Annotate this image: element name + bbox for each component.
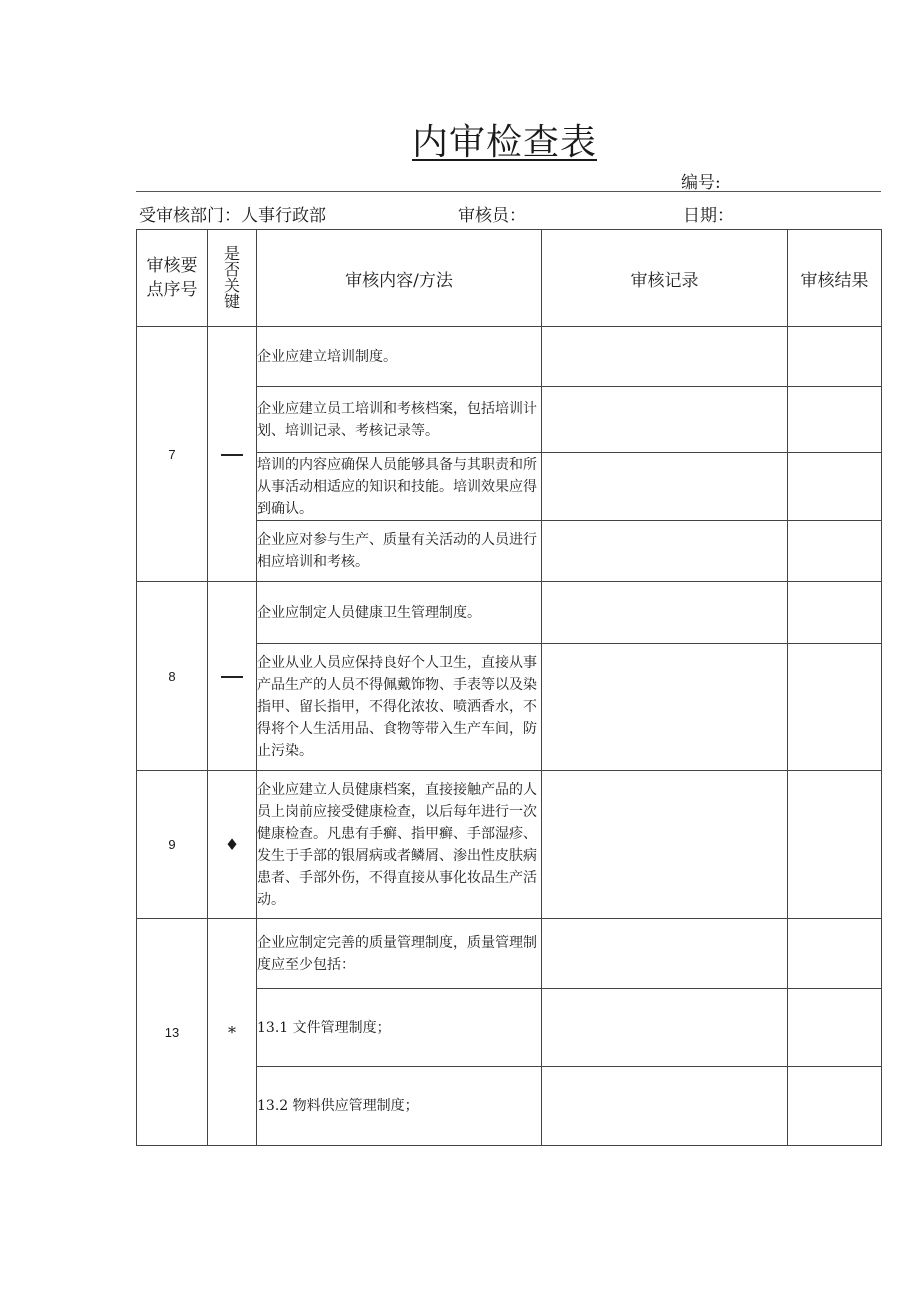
content-cell: 13.1 文件管理制度； bbox=[257, 989, 542, 1067]
record-cell[interactable] bbox=[542, 989, 788, 1067]
result-cell[interactable] bbox=[788, 387, 882, 453]
result-cell[interactable] bbox=[788, 582, 882, 644]
header-record: 审核记录 bbox=[542, 230, 788, 327]
table-row bbox=[137, 327, 882, 387]
result-cell[interactable] bbox=[788, 327, 882, 387]
key-cell bbox=[208, 327, 257, 582]
header-content: 审核内容/方法 bbox=[257, 230, 542, 327]
content-cell: 培训的内容应确保人员能够具备与其职责和所从事活动相适应的知识和技能。培训效果应得到确认。 bbox=[257, 453, 542, 521]
result-cell[interactable] bbox=[788, 919, 882, 989]
document-title: 内审检查表 bbox=[412, 122, 598, 163]
table-header-row bbox=[137, 230, 882, 327]
header-result: 审核结果 bbox=[788, 230, 882, 327]
key-cell: * bbox=[208, 919, 257, 1146]
dash-mark bbox=[221, 676, 243, 678]
header-divider bbox=[136, 191, 881, 192]
content-cell: 企业应建立人员健康档案，直接接触产品的人员上岗前应接受健康检查，以后每年进行一次健康检查。凡患有手癣、指甲癣、手部湿疹、发生于手部的银屑病或者鳞屑、渗出性皮肤病患者、手部外伤，不得直接从事化妆品生产活动。 bbox=[257, 771, 542, 919]
seq-cell: 8 bbox=[137, 582, 208, 771]
seq-cell: 13 bbox=[137, 919, 208, 1146]
result-cell[interactable] bbox=[788, 521, 882, 582]
seq-cell: 9 bbox=[137, 771, 208, 919]
content-cell: 13.2 物料供应管理制度； bbox=[257, 1067, 542, 1146]
record-cell[interactable] bbox=[542, 1067, 788, 1146]
content-cell: 企业应制定人员健康卫生管理制度。 bbox=[257, 582, 542, 644]
record-cell[interactable] bbox=[542, 453, 788, 521]
result-cell[interactable] bbox=[788, 453, 882, 521]
table-row bbox=[137, 919, 882, 989]
record-cell[interactable] bbox=[542, 387, 788, 453]
record-cell[interactable] bbox=[542, 919, 788, 989]
auditor-label: 审核员： bbox=[458, 206, 526, 226]
record-cell[interactable] bbox=[542, 644, 788, 771]
audit-checklist-table bbox=[136, 229, 882, 1146]
dash-mark bbox=[221, 454, 243, 456]
content-cell: 企业应制定完善的质量管理制度，质量管理制度应至少包括： bbox=[257, 919, 542, 989]
seq-cell: 7 bbox=[137, 327, 208, 582]
content-cell: 企业应建立培训制度。 bbox=[257, 327, 542, 387]
serial-number-label: 编号: bbox=[681, 173, 721, 193]
content-cell: 企业应建立员工培训和考核档案，包括培训计划、培训记录、考核记录等。 bbox=[257, 387, 542, 453]
content-cell: 企业从业人员应保持良好个人卫生，直接从事产品生产的人员不得佩戴饰物、手表等以及染指甲、留长指甲，不得化浓妆、喷洒香水，不得将个人生活用品、食物等带入生产车间，防止污染。 bbox=[257, 644, 542, 771]
table-row bbox=[137, 771, 882, 919]
header-key: 是否关键 bbox=[208, 230, 257, 327]
record-cell[interactable] bbox=[542, 582, 788, 644]
department-label: 受审核部门：人事行政部 bbox=[139, 206, 326, 226]
result-cell[interactable] bbox=[788, 771, 882, 919]
date-label: 日期： bbox=[683, 206, 734, 226]
key-cell bbox=[208, 582, 257, 771]
result-cell[interactable] bbox=[788, 1067, 882, 1146]
result-cell[interactable] bbox=[788, 644, 882, 771]
record-cell[interactable] bbox=[542, 521, 788, 582]
header-seq: 审核要点序号 bbox=[137, 230, 208, 327]
content-cell: 企业应对参与生产、质量有关活动的人员进行相应培训和考核。 bbox=[257, 521, 542, 582]
record-cell[interactable] bbox=[542, 327, 788, 387]
result-cell[interactable] bbox=[788, 989, 882, 1067]
table-row bbox=[137, 582, 882, 644]
record-cell[interactable] bbox=[542, 771, 788, 919]
key-cell: ♦ bbox=[208, 771, 257, 919]
